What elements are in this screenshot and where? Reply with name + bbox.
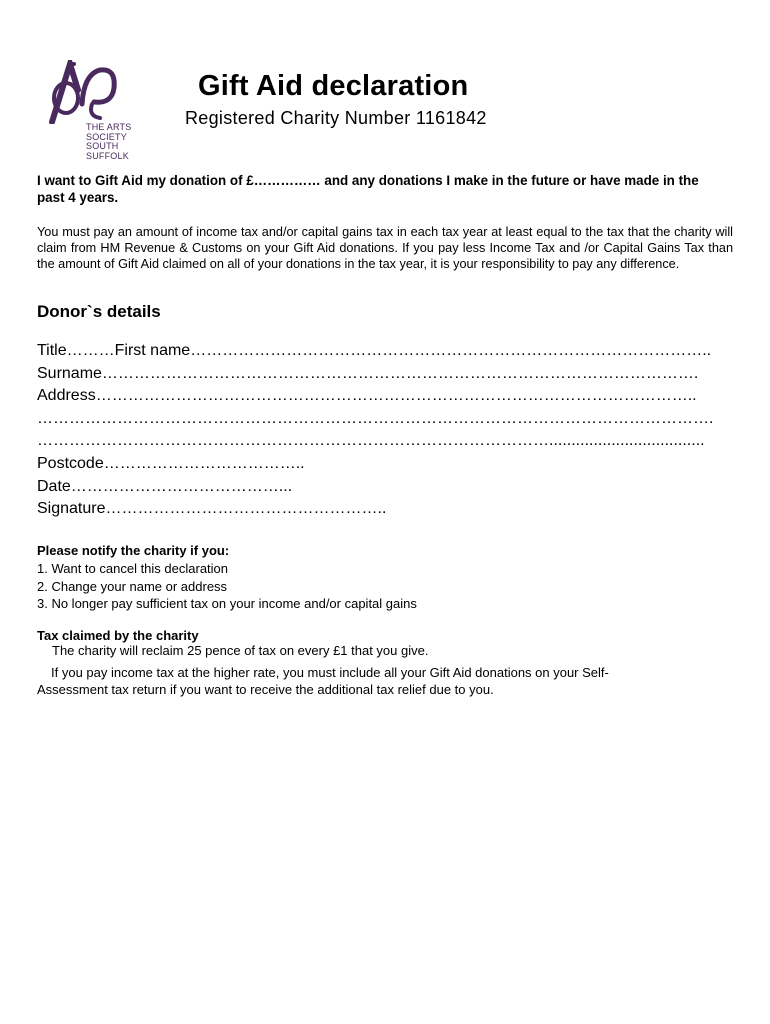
charity-number: Registered Charity Number 1161842 <box>185 108 487 128</box>
logo-line: SOCIETY <box>86 131 127 142</box>
donation-statement: I want to Gift Aid my donation of £…………… and any donations I make in the future or have made in the past 4 years. <box>37 173 699 205</box>
notify-list <box>37 560 417 613</box>
tax-claimed-rate: The charity will reclaim 25 pence of tax on every £1 that you give. <box>52 643 429 658</box>
logo-line: THE ARTS <box>86 122 132 132</box>
arts-society-logo-icon <box>48 60 128 124</box>
address-line-3-field[interactable]: ……………………………………………………………………………………................................... <box>37 432 705 450</box>
notify-heading: Please notify the charity if you: <box>37 543 230 558</box>
list-item: 1. Want to cancel this declaration <box>37 561 229 576</box>
logo-line: SUFFOLK <box>86 150 129 161</box>
surname-field[interactable]: Surname…………………………………………………………………………………………………. <box>37 364 699 382</box>
page-title: Gift Aid declaration <box>198 70 469 102</box>
tax-claimed-heading: Tax claimed by the charity <box>37 628 199 643</box>
higher-rate-paragraph: If you pay income tax at the higher rate, you must include all your Gift Aid donations on your Self-Assessment tax return if you want to receive the additional tax relief due to you. <box>37 665 609 697</box>
donor-details-fields <box>37 340 737 521</box>
list-item: 3. No longer pay sufficient tax on your income and/or capital gains <box>37 596 417 611</box>
logo-text <box>86 123 131 161</box>
donor-details-heading: Donor`s details <box>37 302 161 321</box>
date-field[interactable]: Date…………………………………... <box>37 477 293 495</box>
signature-field[interactable]: Signature…………………………………………….. <box>37 500 387 518</box>
tax-responsibility-paragraph: You must pay an amount of income tax and/or capital gains tax in each tax year at least equal to the tax that the charity will claim from HM Revenue & Customs on your Gift Aid donations. If you pay less Income Tax and /or Capital Gains Tax than the amount of Gift Aid claimed on all of your donations in the tax year, it is your responsibility to pay any difference. <box>37 225 733 271</box>
postcode-field[interactable]: Postcode……………………………….. <box>37 454 305 472</box>
list-item: 2. Change your name or address <box>37 578 228 594</box>
address-line-2-field[interactable]: ………………………………………………………………………………………………………………. <box>37 409 714 427</box>
address-field[interactable]: Address………………………………………………………………………………………………….. <box>37 387 697 405</box>
logo-line: SOUTH <box>86 141 119 151</box>
title-first-name-field[interactable]: Title………First name…………………………………………………………………………………….. <box>37 342 712 359</box>
arts-society-logo <box>46 60 156 160</box>
